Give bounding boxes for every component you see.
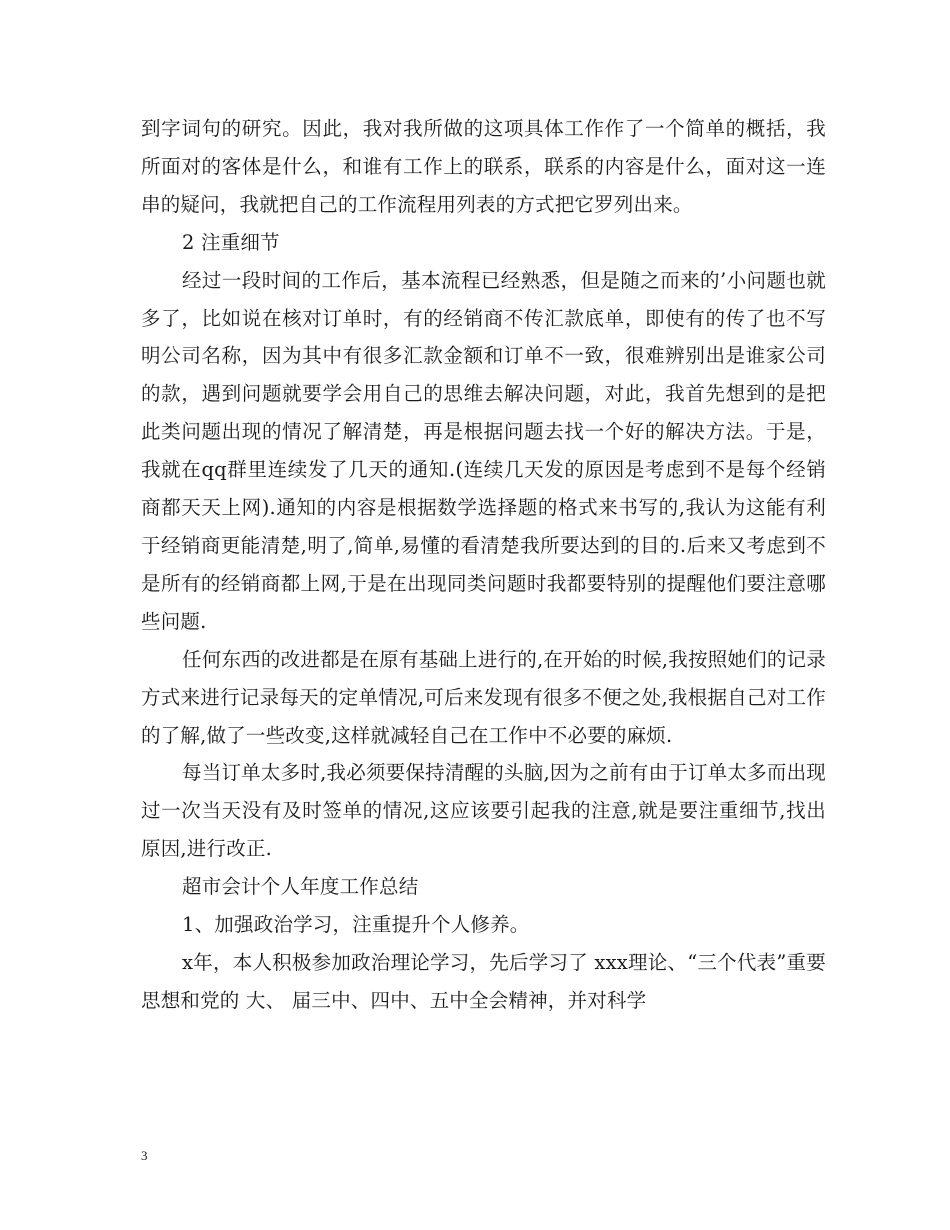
- paragraph-detail-problems: 经过一段时间的工作后，基本流程已经熟悉，但是随之而来的’小问题也就多了，比如说在核对订单时，有的经销商不传汇款底单，即使有的传了也不写明公司名称，因为其中有很多汇款金额和订单不一致，很难辨别出是谁家公司的款，遇到问题就要学会用自己的思维去解决问题，对此，我首先想到的是把此类问题出现的情况了解清楚，再是根据问题去找一个好的解决方法。于是，我就在qq群里连续发了几天的通知.(连续几天发的原因是考虑到不是每个经销商都天天上网).通知的内容是根据数学选择题的格式来书写的,我认为这能有利于经销商更能清楚,明了,简单,易懂的看清楚我所要达到的目的.后来又考虑到不是所有的经销商都上网,于是在出现同类问题时我都要特别的提醒他们要注意哪些问题.: [141, 268, 826, 633]
- section-heading-political-study: 1、加强政治学习，注重提升个人修养。: [182, 913, 530, 937]
- section-heading-attention-to-detail: 2 注重细节: [182, 230, 280, 254]
- paragraph-political-study: x年，本人积极参加政治理论学习，先后学习了 xxx理论、“三个代表”重要思想和党的 大、 届三中、四中、五中全会精神，并对科学: [141, 950, 826, 1012]
- paragraph-many-orders: 每当订单太多时,我必须要保持清醒的头脑,因为之前有由于订单太多而出现过一次当天没有及时签单的情况,这应该要引起我的注意,就是要注重细节,找出原因,进行改正.: [141, 761, 826, 861]
- paragraph-intro-continuation: 到字词句的研究。因此，我对我所做的这项具体工作作了一个简单的概括，我所面对的客体是什么，和谁有工作上的联系，联系的内容是什么，面对这一连串的疑问，我就把自己的工作流程用列表的方式把它罗列出来。: [141, 117, 826, 216]
- page-number: 3: [141, 1148, 148, 1163]
- paragraph-improvement: 任何东西的改进都是在原有基础上进行的,在开始的时候,我按照她们的记录方式来进行记录每天的定单情况,可后来发现有很多不便之处,我根据自己对工作的了解,做了一些改变,这样就减轻自己在工作中不必要的麻烦.: [141, 647, 826, 747]
- document-body: [141, 110, 826, 1020]
- document-subtitle: 超市会计个人年度工作总结: [182, 875, 419, 899]
